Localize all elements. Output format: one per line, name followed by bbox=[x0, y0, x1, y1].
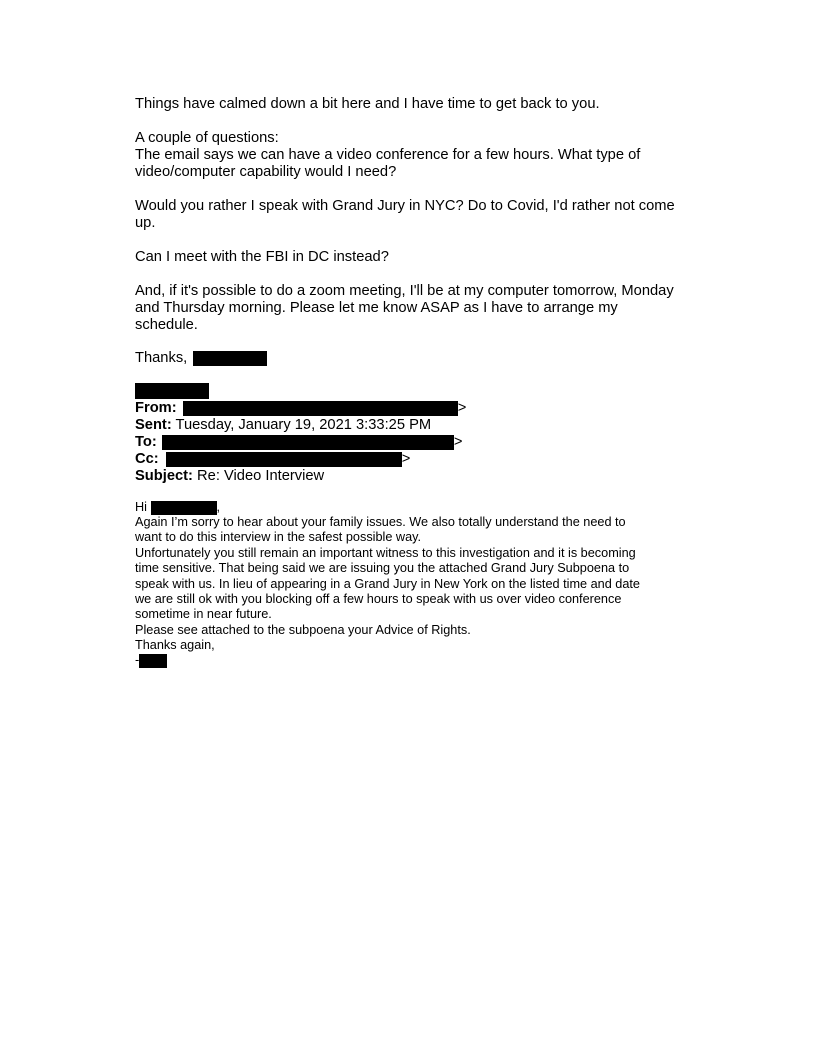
sent-value: Tuesday, January 19, 2021 3:33:25 PM bbox=[175, 417, 432, 433]
cc-label: Cc: bbox=[135, 451, 159, 467]
thanks-text: Thanks, bbox=[135, 350, 188, 366]
original-signature bbox=[135, 653, 167, 669]
redaction-bar bbox=[139, 654, 167, 668]
questions-intro: A couple of questions: bbox=[135, 130, 279, 146]
cc-row bbox=[135, 451, 410, 468]
original-line-6: we are still ok with you blocking off a few hours to speak with us over video conference bbox=[135, 592, 622, 606]
question-4-line-3: schedule. bbox=[135, 317, 198, 333]
redaction-bar bbox=[193, 351, 267, 366]
to-close-bracket: > bbox=[453, 434, 463, 450]
redaction-bar bbox=[166, 452, 402, 467]
greeting-comma: , bbox=[216, 500, 221, 514]
sent-label: Sent: bbox=[135, 417, 172, 433]
original-line-5: speak with us. In lieu of appearing in a Grand Jury in New York on the listed time and date bbox=[135, 577, 640, 591]
original-line-7: sometime in near future. bbox=[135, 607, 272, 621]
question-2-line-2: up. bbox=[135, 215, 156, 231]
redaction-bar bbox=[162, 435, 454, 450]
original-line-9: Thanks again, bbox=[135, 638, 215, 652]
reply-signoff bbox=[135, 350, 267, 367]
redaction-bar bbox=[151, 501, 217, 515]
from-row bbox=[135, 400, 466, 417]
question-2-line-1: Would you rather I speak with Grand Jury in NYC? Do to Covid, I'd rather not come bbox=[135, 198, 675, 214]
reply-line-1: Things have calmed down a bit here and I have time to get back to you. bbox=[135, 96, 600, 112]
original-greeting bbox=[135, 500, 220, 516]
to-label: To: bbox=[135, 434, 157, 450]
signature-dash: - bbox=[135, 653, 140, 667]
original-line-1: Again I’m sorry to hear about your family issues. We also totally understand the need to bbox=[135, 515, 626, 529]
greeting-text: Hi bbox=[135, 500, 147, 514]
cc-close-bracket: > bbox=[401, 451, 411, 467]
subject-value: Re: Video Interview bbox=[197, 468, 325, 484]
sent-row bbox=[135, 417, 431, 434]
to-row bbox=[135, 434, 462, 451]
redaction-bar bbox=[135, 383, 209, 399]
original-line-3: Unfortunately you still remain an important witness to this investigation and it is becoming bbox=[135, 546, 636, 560]
redaction-bar bbox=[183, 401, 458, 416]
from-label: From: bbox=[135, 400, 177, 416]
subject-row bbox=[135, 468, 324, 485]
subject-label: Subject: bbox=[135, 468, 193, 484]
original-line-4: time sensitive. That being said we are issuing you the attached Grand Jury Subpoena to bbox=[135, 561, 630, 575]
question-3: Can I meet with the FBI in DC instead? bbox=[135, 249, 389, 265]
question-1-line-2: video/computer capability would I need? bbox=[135, 164, 397, 180]
question-4-line-1: And, if it's possible to do a zoom meeting, I'll be at my computer tomorrow, Monday bbox=[135, 283, 674, 299]
from-close-bracket: > bbox=[457, 400, 467, 416]
original-line-8: Please see attached to the subpoena your Advice of Rights. bbox=[135, 623, 471, 637]
original-line-2: want to do this interview in the safest possible way. bbox=[135, 530, 422, 544]
question-1-line-1: The email says we can have a video conference for a few hours. What type of bbox=[135, 147, 641, 163]
question-4-line-2: and Thursday morning. Please let me know ASAP as I have to arrange my bbox=[135, 300, 618, 316]
